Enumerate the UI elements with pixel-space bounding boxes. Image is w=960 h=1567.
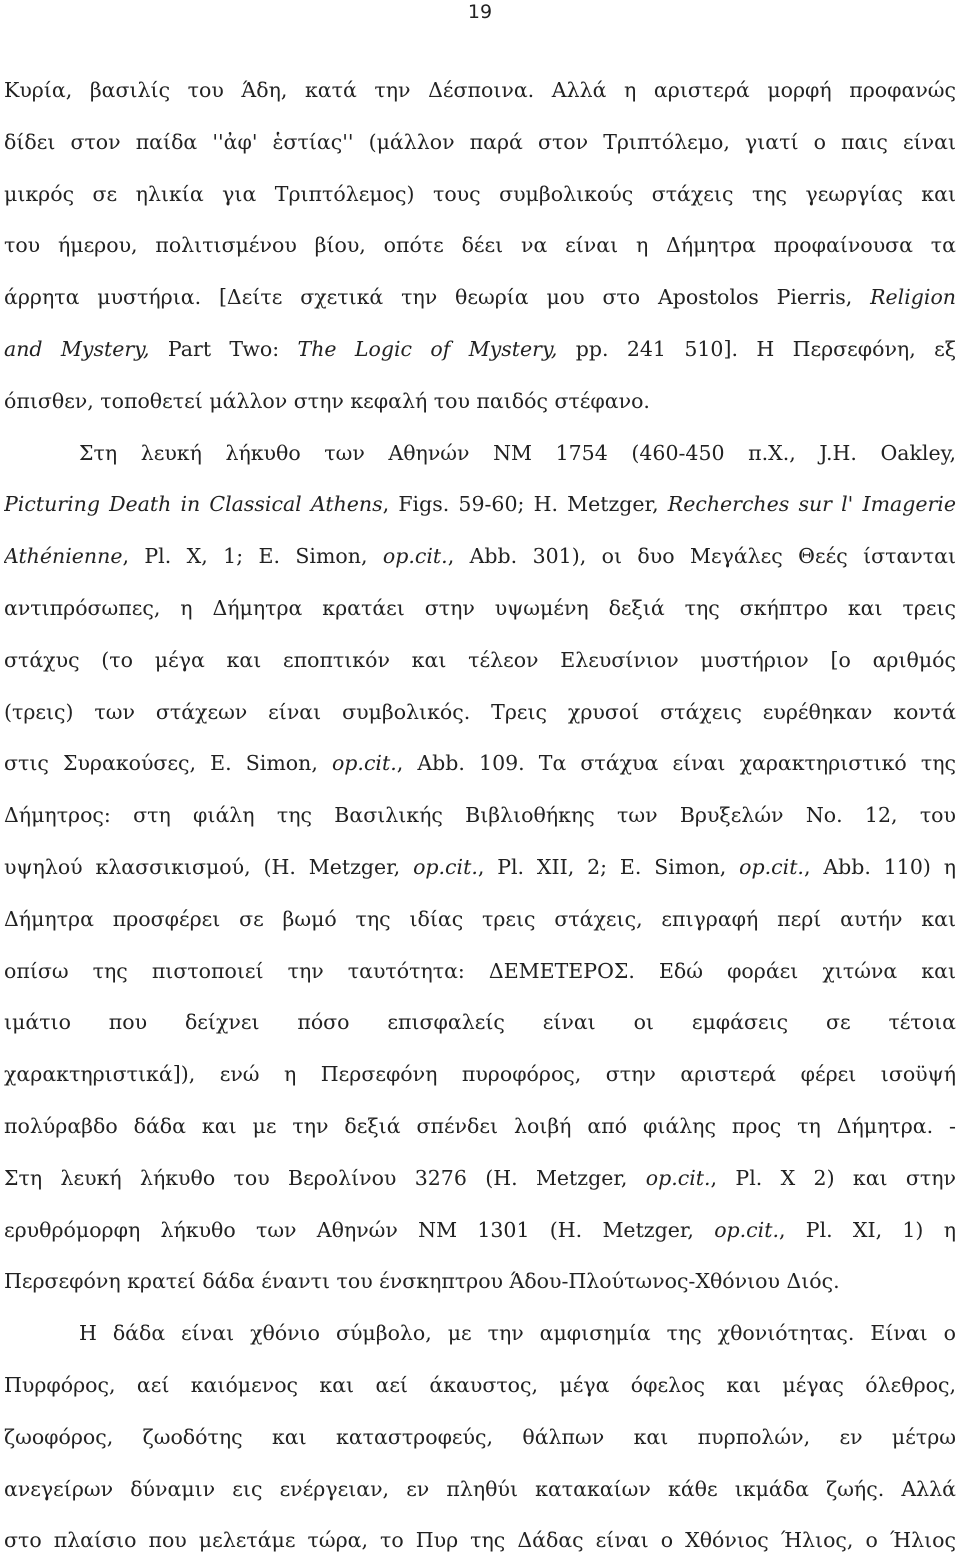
text-segment: Περσεφόνη κρατεί δάδα έναντι του ένσκηπτρου Άδου-Πλούτωνος-Χθόνιου Διός. <box>4 1269 840 1294</box>
text-line <box>4 531 956 583</box>
text-segment: υψηλού κλασσικισμού, (H. Metzger, <box>4 854 414 879</box>
text-segment: όπισθεν, τοποθετεί μάλλον στην κεφαλή του παιδός στέφανο. <box>4 388 650 413</box>
text-line <box>4 1153 956 1205</box>
text-line <box>4 635 956 687</box>
text-segment: χαρακτηριστικά]), ενώ η Περσεφόνη πυροφόρος, στην αριστερά φέρει ισοϋψή <box>4 1062 956 1087</box>
italic-citation: op.cit. <box>413 854 478 879</box>
text-segment: (τρεις) των στάχεων είναι συμβολικός. Τρεις χρυσοί στάχεις ευρέθηκαν κοντά <box>4 699 956 724</box>
text-line <box>4 117 956 169</box>
italic-citation: Religion <box>870 285 956 310</box>
text-segment: , Abb. 301), οι δυο Μεγάλες Θεές ίστανται <box>447 544 956 569</box>
text-segment: άρρητα μυστήρια. [Δείτε σχετικά την θεωρία μου στο Apostolos Pierris, <box>4 285 871 310</box>
text-segment: Part Two: <box>149 336 298 361</box>
text-segment: , Abb. 110) η <box>803 854 956 879</box>
italic-citation: Recherches sur l' Imagerie <box>667 492 956 517</box>
text-line <box>4 324 956 376</box>
italic-citation: and Mystery, <box>4 336 150 361</box>
text-line <box>4 842 956 894</box>
text-segment: μικρός σε ηλικία για Τριπτόλεμος) τους συμβολικούς στάχεις της γεωργίας και <box>4 181 956 206</box>
text-line <box>4 1101 956 1153</box>
text-segment: , Abb. 109. Τα στάχυα είναι χαρακτηριστικό της <box>396 751 956 776</box>
italic-citation: op.cit. <box>714 1217 779 1242</box>
text-segment: Η δάδα είναι χθόνιο σύμβολο, με την αμφισημία της χθονιότητας. Είναι ο <box>79 1321 956 1346</box>
text-line <box>4 790 956 842</box>
text-line <box>4 272 956 324</box>
text-segment: , Pl. XII, 2; E. Simon, <box>477 854 740 879</box>
text-segment: ιμάτιο που δείχνει πόσο επισφαλείς είναι οι εμφάσεις σε τέτοια <box>4 1010 956 1035</box>
text-segment: Δήμητρα προσφέρει σε βωμό της ιδίας τρεις στάχεις, επιγραφή περί αυτήν και <box>4 906 956 931</box>
text-segment: Στη λευκή λήκυθο των Αθηνών ΝΜ 1754 (460-450 π.Χ., J.H. Oakley, <box>79 440 956 465</box>
text-segment: ανεγείρων δύναμιν εις ενέργειαν, εν πληθύι κατακαίων κάθε ικμάδα ζωής. Αλλά <box>4 1476 956 1501</box>
text-line <box>4 1412 956 1464</box>
text-line <box>4 220 956 272</box>
text-line <box>4 1308 956 1360</box>
text-line <box>4 169 956 221</box>
text-segment: δίδει στον παίδα ''ἀφ' ἑστίας'' (μάλλον παρά στον Τριπτόλεμο, γιατί ο παις είναι <box>4 129 956 154</box>
text-line <box>4 1256 956 1308</box>
text-line <box>4 997 956 1049</box>
text-line <box>4 894 956 946</box>
text-line <box>4 687 956 739</box>
text-segment: , Pl. XI, 1) η <box>778 1217 956 1242</box>
page-number: 19 <box>467 1 493 23</box>
text-segment: στάχυς (το μέγα και εποπτικόν και τέλεον Ελευσίνιον μυστήριον [ο αριθμός <box>4 647 956 672</box>
text-segment: του ήμερου, πολιτισμένου βίου, οπότε δέει να είναι η Δήμητρα προφαίνουσα τα <box>4 233 956 258</box>
text-line <box>4 1515 956 1567</box>
text-segment: pp. 241 510]. Η Περσεφόνη, εξ <box>557 336 956 361</box>
italic-citation: Picturing Death in Classical Athens <box>4 492 383 517</box>
italic-citation: op.cit. <box>331 751 397 776</box>
text-line <box>4 479 956 531</box>
text-segment: αντιπρόσωπες, η Δήμητρα κρατάει στην υψωμένη δεξιά της σκήπτρο και τρεις <box>4 595 956 620</box>
italic-citation: The Logic of Mystery, <box>297 336 558 361</box>
text-segment: Δήμητρος: στη φιάλη της Βασιλικής Βιβλιοθήκης των Βρυξελών Νο. 12, του <box>4 803 956 828</box>
text-line <box>4 376 956 428</box>
italic-citation: Athénienne <box>4 544 123 569</box>
text-segment: ζωοφόρος, ζωοδότης και καταστροφεύς, θάλπων και πυρπολών, εν μέτρω <box>4 1424 956 1449</box>
text-segment: , Figs. 59-60; H. Metzger, <box>382 492 668 517</box>
text-segment: Πυρφόρος, αεί καιόμενος και αεί άκαυστος, μέγα όφελος και μέγας όλεθρος, <box>4 1372 956 1397</box>
text-line <box>4 738 956 790</box>
text-line <box>4 1360 956 1412</box>
text-segment: στο πλαίσιο που μελετάμε τώρα, το Πυρ της Δάδας είναι ο Χθόνιος Ήλιος, ο Ήλιος <box>4 1528 956 1553</box>
text-segment: Στη λευκή λήκυθο του Βερολίνου 3276 (H. Metzger, <box>4 1165 646 1190</box>
text-segment: Κυρία, βασιλίς του Άδη, κατά την Δέσποινα. Αλλά η αριστερά μορφή προφανώς <box>4 78 956 102</box>
text-line <box>4 946 956 998</box>
text-line <box>4 65 956 117</box>
italic-citation: op.cit. <box>382 544 448 569</box>
text-segment: στις Συρακούσες, E. Simon, <box>4 751 332 776</box>
text-line <box>4 583 956 635</box>
text-line <box>4 1464 956 1516</box>
body-text <box>4 65 956 1567</box>
italic-citation: op.cit. <box>645 1165 711 1190</box>
text-line <box>4 428 956 480</box>
text-segment: , Pl. X 2) και στην <box>710 1165 956 1190</box>
italic-citation: op.cit. <box>739 854 804 879</box>
text-line <box>4 1205 956 1257</box>
text-segment: οπίσω της πιστοποιεί την ταυτότητα: ΔΕΜΕΤΕΡΟΣ. Εδώ φοράει χιτώνα και <box>4 958 956 983</box>
text-segment: , Pl. X, 1; E. Simon, <box>122 544 383 569</box>
text-segment: πολύραβδο δάδα και με την δεξιά σπένδει λοιβή από φιάλης προς τη Δήμητρα. - <box>4 1113 956 1138</box>
text-line <box>4 1049 956 1101</box>
text-segment: ερυθρόμορφη λήκυθο των Αθηνών ΝΜ 1301 (H. Metzger, <box>4 1217 715 1242</box>
